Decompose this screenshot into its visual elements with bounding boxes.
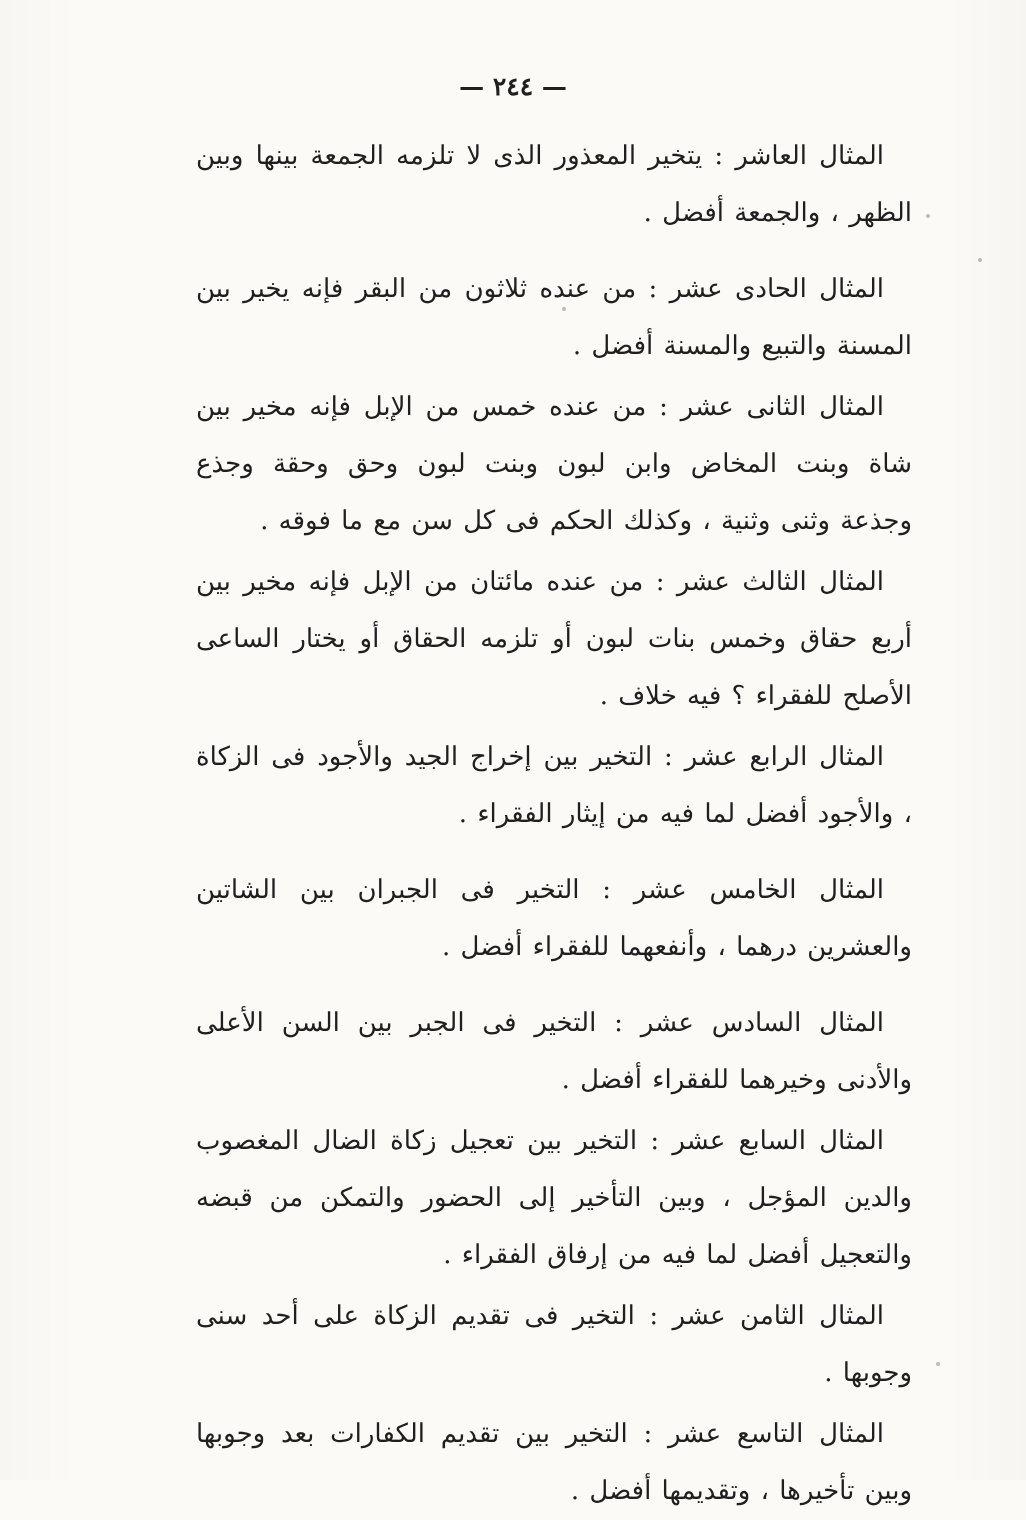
paper-speck <box>978 258 982 262</box>
paragraph-example-18: المثال الثامن عشر : التخير فى تقديم الزكاة على أحد سنى وجوبها . <box>196 1301 912 1388</box>
paragraph-example-12: المثال الثانى عشر : من عنده خمس من الإبل فإنه مخير بين شاة وبنت المخاض وابن لبون وبنت لبون وحق وحقة وجذع وجذعة وثنى وثنية ، وكذلك الحكم فى كل سن مع ما فوقه . <box>196 392 912 536</box>
paragraph-example-15: المثال الخامس عشر : التخير فى الجبران بين الشاتين والعشرين درهما ، وأنفعهما للفقراء أفضل . <box>196 875 912 962</box>
paragraph-example-16: المثال السادس عشر : التخير فى الجبر بين السن الأعلى والأدنى وخيرهما للفقراء أفضل . <box>196 1008 912 1095</box>
paragraph-example-19: المثال التاسع عشر : التخير بين تقديم الكفارات بعد وجوبها وبين تأخيرها ، وتقديمها أفضل . <box>196 1419 912 1506</box>
paper-speck <box>562 307 566 311</box>
paragraph-example-11: المثال الحادى عشر : من عنده ثلاثون من البقر فإنه يخير بين المسنة والتبيع والمسنة أفضل . <box>196 274 912 361</box>
page-number: — ٢٤٤ — <box>459 72 567 101</box>
paper-speck <box>926 214 930 218</box>
page-body <box>196 128 912 1520</box>
paragraph-example-10: المثال العاشر : يتخير المعذور الذى لا تلزمه الجمعة بينها وبين الظهر ، والجمعة أفضل . <box>196 141 912 228</box>
paper-speck <box>936 1362 940 1366</box>
paragraph-example-17: المثال السابع عشر : التخير بين تعجيل زكاة الضال المغصوب والدين المؤجل ، وبين التأخير إلى الحضور والتمكن من قبضه والتعجيل أفضل لما فيه من إرفاق الفقراء . <box>196 1126 912 1270</box>
paragraph-example-14: المثال الرابع عشر : التخير بين إخراج الجيد والأجود فى الزكاة ، والأجود أفضل لما فيه من إيثار الفقراء . <box>196 742 912 829</box>
paragraph-example-13: المثال الثالث عشر : من عنده مائتان من الإبل فإنه مخير بين أربع حقاق وخمس بنات لبون أو تلزمه الحقاق أو يختار الساعى الأصلح للفقراء ؟ فيه خلاف . <box>196 567 912 711</box>
